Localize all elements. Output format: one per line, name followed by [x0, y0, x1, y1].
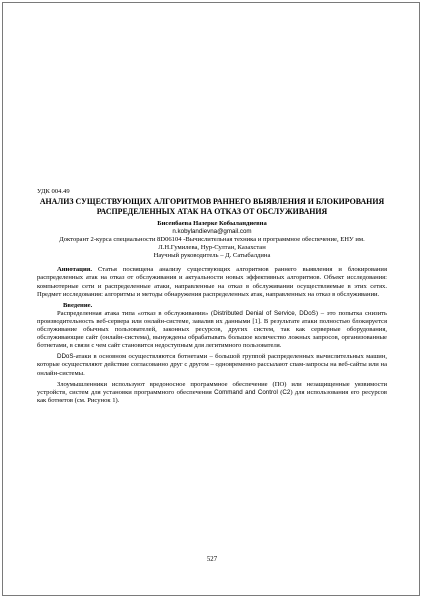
intro-p3-c2-term: Command and Control [214, 388, 278, 396]
intro-p3-text-b: ( [277, 388, 283, 396]
intro-paragraph-2 [37, 353, 387, 377]
abstract-text: Статья посвящена анализу существующих алгоритмов раннего выявления и блокирования распределенных атак на отказ от обслуживания и актуальности новых эффективных алгоритмов. Объект исследования: компьютерные сети и распределенные атаки, направленные на отказ в обслуживании осуществляемые в этих сетях. Предмет исследования: алгоритмы и методы обнаружения распределенных атак, направленных на отказ в обслуживании. [37, 266, 387, 298]
intro-p2-text: -атаки в основном осуществляются ботнетами – большой группой распределенных вычислительных машин, которые осуществляют действие согласованно друг с другом – одновременно рассылают спам-запросы на веб-сайты или на онлайн-системы. [37, 353, 387, 377]
intro-p1-text-b: ) – это попытка снизить производительность веб-сервера или онлайн-системе, завалив их данными [1]. В результате атаки полностью блокируется обслуживание обычных пользователей, законных ресурсов, других систем, так как серверные оборудования, обслуживающие сайт (онлайн-система), вынуждены обрабатывать большое количество ложных запросов, организованные ботнетами, в связи с чем сайт становится недоступным для легитимного пользователя. [37, 309, 387, 350]
paper-title: АНАЛИЗ СУЩЕСТВУЮЩИХ АЛГОРИТМОВ РАННЕГО ВЫЯВЛЕНИЯ И БЛОКИРОВАНИЯ РАСПРЕДЕЛЕННЫХ АТАК НА ОТКАЗ ОТ ОБСЛУЖИВАНИЯ [39, 197, 385, 216]
abstract-label: Аннотация. [57, 266, 93, 274]
intro-p2-ddos-term: DDoS [57, 353, 74, 361]
page-number: 527 [206, 556, 218, 563]
udk-code: УДК 004.49 [37, 188, 70, 195]
author-affiliation: Докторант 2-курса специальности 8D06104 -Вычислительная техника и программное обеспечение, ЕНУ им. Л.Н.Гумилева, Нур-Султан, Казахстан [59, 236, 365, 252]
abstract [37, 266, 387, 298]
intro-heading: Введение. [63, 301, 93, 309]
intro-p3-c2-abbr: C2 [282, 388, 291, 396]
author-email: n.kobylandievna@gmail.com [172, 228, 252, 235]
intro-p3-text-c: ) для использования его ресурсов как ботнетов (см. Рисунок 1). [37, 388, 387, 404]
intro-paragraph-1 [37, 310, 387, 350]
supervisor: Научный руководитель – Д. Сатыбалдина [153, 252, 271, 260]
intro-p1-ddos-term: Distributed Denial of Service, DDoS [213, 309, 316, 317]
intro-p3-text-a: Злоумышленники используют вредоносное программное обеспечение (ПО) или незащищенные уязвимости устройств, систем для установки программного обеспечения [37, 380, 387, 396]
intro-p1-text-a: Распределенная атака типа «отказ в обслуживании» ( [57, 309, 214, 317]
intro-paragraph-3 [37, 381, 387, 405]
paper-page [37, 188, 387, 405]
author-name: Бисенбаева Назерке Кобыландиевна [157, 219, 267, 227]
